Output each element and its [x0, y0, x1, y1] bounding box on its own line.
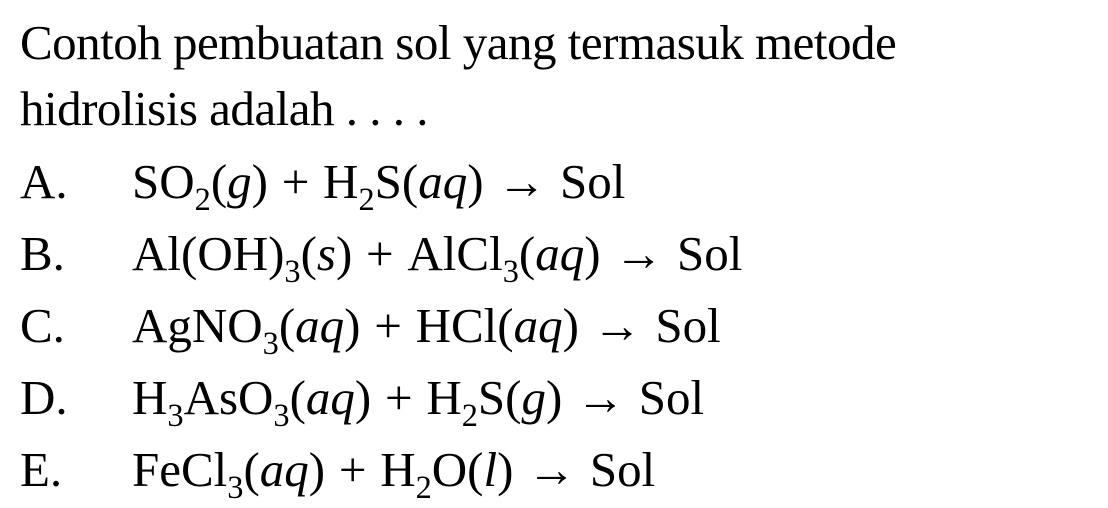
formula-text: H — [132, 370, 168, 425]
subscript: 3 — [273, 397, 290, 434]
formula-text: ) — [562, 298, 579, 353]
formula-text: Sol — [589, 442, 656, 497]
formula-text: S( — [477, 370, 522, 425]
formula-text: HCl( — [415, 298, 514, 353]
formula-text: aq — [295, 298, 345, 353]
option-equation — [132, 218, 742, 290]
formula-text: SO — [132, 154, 195, 209]
option-letter: A. — [20, 154, 68, 209]
subscript: 2 — [461, 397, 478, 434]
formula-text: Sol — [638, 370, 705, 425]
option-equation — [132, 146, 625, 218]
formula-text: ) — [344, 298, 361, 353]
formula-text: aq — [418, 154, 468, 209]
formula-text: ) — [467, 154, 484, 209]
formula-text: AsO — [183, 370, 274, 425]
formula-text: aq — [305, 370, 355, 425]
formula-text: ) — [584, 226, 601, 281]
formula-text: Sol — [655, 298, 721, 353]
operator: + — [338, 442, 367, 497]
formula-text: Sol — [676, 226, 743, 281]
operator: + — [281, 154, 310, 209]
formula-text: ( — [300, 226, 317, 281]
formula-text: aq — [535, 226, 585, 281]
formula-text: ( — [278, 298, 296, 353]
formula-text: ( — [243, 442, 260, 497]
option-b[interactable] — [20, 218, 1100, 290]
operator: + — [374, 298, 402, 353]
formula-text: H — [426, 370, 462, 425]
option-equation — [132, 362, 704, 434]
option-e[interactable] — [20, 434, 1100, 506]
formula-text: g — [521, 370, 546, 425]
question-line-1: Contoh pembuatan sol yang termasuk metode — [20, 15, 897, 70]
option-equation — [132, 434, 655, 506]
subscript: 3 — [262, 325, 279, 362]
operator: → — [592, 298, 642, 353]
formula-text: Al(OH) — [132, 226, 285, 281]
formula-text: H — [323, 154, 359, 209]
formula-text: AlCl — [407, 226, 503, 281]
subscript: 3 — [284, 253, 301, 290]
subscript: 3 — [167, 397, 184, 434]
formula-text: FeCl — [132, 442, 228, 497]
option-a[interactable] — [20, 146, 1100, 218]
formula-text: ( — [289, 370, 306, 425]
formula-text: ) — [336, 226, 353, 281]
formula-text: ) — [251, 154, 268, 209]
answer-options — [20, 146, 1100, 506]
formula-text: ) — [308, 442, 326, 497]
option-letter: C. — [20, 298, 65, 353]
option-letter: B. — [20, 226, 65, 281]
formula-text: ) — [354, 370, 372, 425]
subscript: 2 — [358, 181, 375, 218]
operator: → — [614, 226, 664, 281]
formula-text: ( — [210, 154, 228, 209]
formula-text: AgNO — [132, 298, 263, 353]
formula-text: O( — [431, 442, 484, 497]
formula-text: s — [316, 226, 336, 281]
option-letter: D. — [20, 370, 68, 425]
question-line-2: hidrolisis adalah . . . . — [20, 81, 429, 136]
formula-text: aq — [513, 298, 563, 353]
formula-text: ) — [497, 442, 514, 497]
formula-text: ( — [518, 226, 536, 281]
operator: + — [366, 226, 394, 281]
subscript: 3 — [502, 253, 519, 290]
subscript: 3 — [227, 469, 244, 506]
formula-text: g — [227, 154, 252, 209]
formula-text: H — [380, 442, 416, 497]
option-letter: E. — [20, 442, 63, 497]
subscript: 2 — [194, 181, 211, 218]
formula-text: aq — [259, 442, 309, 497]
operator: → — [527, 442, 577, 497]
operator: + — [384, 370, 413, 425]
operator: → — [576, 370, 625, 425]
option-equation — [132, 290, 721, 362]
subscript: 2 — [415, 469, 432, 506]
option-d[interactable] — [20, 362, 1100, 434]
formula-text: S( — [374, 154, 419, 209]
option-c[interactable] — [20, 290, 1100, 362]
formula-text: l — [483, 442, 498, 497]
question-text — [20, 10, 1100, 142]
formula-text: Sol — [559, 154, 626, 209]
formula-text: ) — [545, 370, 563, 425]
operator: → — [497, 154, 547, 209]
